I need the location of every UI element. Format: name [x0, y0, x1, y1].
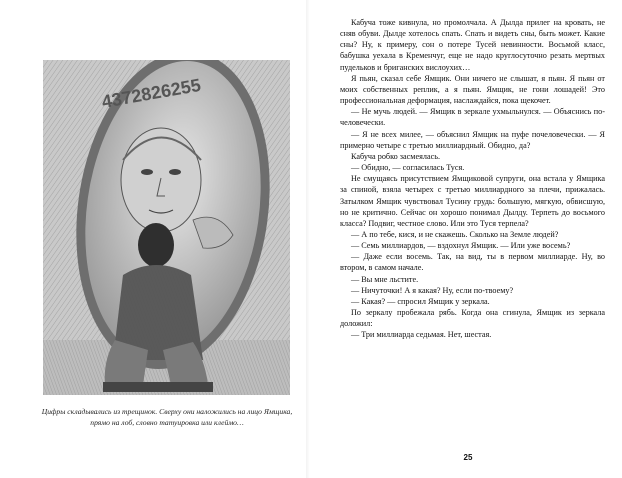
- paragraph: — Не мучь людей. — Ямщик в зеркале ухмыльнулся. — Объяснись по-человечески.: [340, 107, 605, 128]
- right-page: [314, 0, 622, 478]
- paragraph: — Семь миллиардов, — вздохнул Ямщик. — Или уже восемь?: [351, 241, 571, 251]
- paragraph: Кабуча тоже кивнула, но промолчала. А Дылда прилег на кровать, не сняв обуви. Дылде хотелось спать. Спать и видеть сны, быть может. Какие сны? Ну, к примеру, сон о потере Тусей невинности. Восьмой класс, бабушка уехала в Кременчуг, еще не надо круглосуточно резать мертвых пудельков и бриганских вислоухих…: [340, 18, 605, 72]
- paragraph: — Три миллиарда седьмая. Нет, шестая.: [351, 330, 492, 340]
- mirror-digits: 4372826255: [100, 74, 203, 112]
- illustration-caption: Цифры складывались из трещинок. Сверху они наложились на лицо Ямщика, прямо на лоб, словно татуировка или клеймо…: [41, 407, 293, 427]
- page-number: 25: [463, 453, 473, 462]
- paragraph: — А по тебе, кися, и не скажешь. Сколько на Земле людей?: [351, 229, 559, 239]
- book-gutter: [306, 0, 310, 478]
- paragraph: — Я не всех милее, — объяснил Ямщик на пуфе почеловечески. — Я примерно четыре с третью миллиардный. Обидно, да?: [340, 129, 605, 150]
- mirror-illustration: [43, 60, 290, 395]
- paragraph: — Вы мне льстите.: [351, 274, 419, 284]
- paragraph: Кабуча робко засмеялась.: [351, 151, 441, 161]
- paragraph: — Какая? — спросил Ямщик у зеркала.: [351, 296, 490, 306]
- paragraph: — Даже если восемь. Так, на вид, ты в первом миллиарде. Ну, во втором, в самом начале.: [340, 252, 605, 273]
- illustration-drawing: [43, 60, 290, 395]
- paragraph: По зеркалу пробежала рябь. Когда она сгинула, Ямщик из зеркала доложил:: [340, 308, 605, 329]
- paragraph: Я пьян, сказал себе Ямщик. Они ничего не слышат, я пьян. Я пьян от моих собственных реплик, а я пьян. Ямщик, не гони лошадей! Это профессиональная деформация, наслаждайся, пока щекочет.: [340, 73, 605, 106]
- body-text: [340, 17, 605, 341]
- paragraph: — Обидно, — согласилась Туся.: [351, 163, 465, 173]
- paragraph: Не смущаясь присутствием Ямщиковой супруги, она встала у Ямщика за спиной, взяла четырех с третью миллиардного за плечи, прижалась. Затылком Ямщик чувствовал Тусину грудь: большую, мягкую, обвисшую, но не критично. Сейчас он хорошо понимал Дылду. Терпеть до восьмого класса? Подвиг, честное слово. Или это Туся терпела?: [340, 174, 605, 228]
- left-page: [0, 0, 300, 478]
- paragraph: — Ничуточки! А я какая? Ну, если по-твоему?: [351, 285, 514, 295]
